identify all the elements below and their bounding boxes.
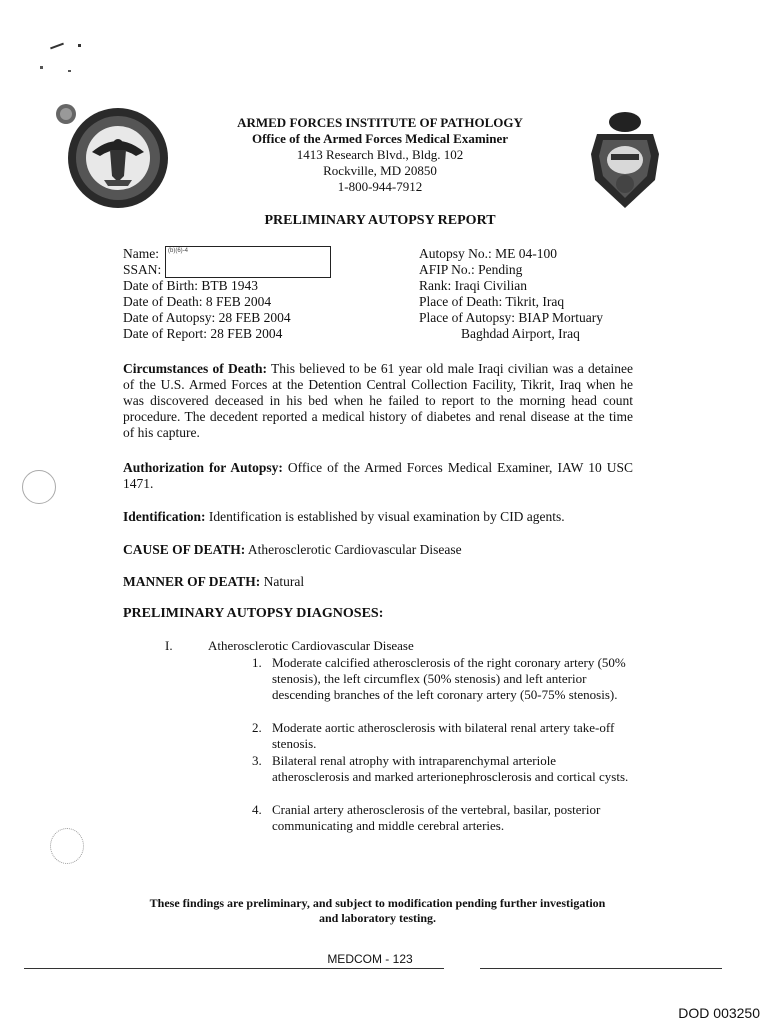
- date-of-birth: Date of Birth: BTB 1943: [123, 278, 258, 293]
- diagnosis-item-number: 1.: [252, 655, 262, 670]
- office-name: Office of the Armed Forces Medical Examiner: [251, 131, 509, 146]
- scan-mark: [68, 70, 71, 72]
- place-of-autopsy: Place of Autopsy: BIAP Mortuary: [419, 310, 603, 325]
- identification-text: Identification is established by visual examination by CID agents.: [205, 509, 565, 524]
- phone-number: 1-800-944-7912: [337, 179, 423, 194]
- date-of-report: Date of Report: 28 FEB 2004: [123, 326, 283, 341]
- institute-name: ARMED FORCES INSTITUTE OF PATHOLOGY: [237, 115, 523, 130]
- diagnosis-category: Atherosclerotic Cardiovascular Disease: [208, 638, 414, 653]
- preliminary-note-line-1: These findings are preliminary, and subject to modification pending further investigation: [149, 896, 606, 910]
- redaction-code: (b)(6)-4: [168, 248, 189, 254]
- diagnosis-item-text: Cranial artery atherosclerosis of the vertebral, basilar, posterior communicating and middle cerebral arteries.: [272, 802, 601, 834]
- dod-seal-logo: [52, 100, 172, 210]
- form-number: MEDCOM - 123: [327, 952, 413, 966]
- bates-number: DOD 003250: [678, 1005, 760, 1021]
- date-of-autopsy: Date of Autopsy: 28 FEB 2004: [123, 310, 291, 325]
- date-of-death: Date of Death: 8 FEB 2004: [123, 294, 272, 309]
- hole-punch-mark: [22, 470, 56, 504]
- place-of-autopsy-line-2: Baghdad Airport, Iraq: [461, 326, 580, 341]
- cause-of-death-text: Atherosclerotic Cardiovascular Disease: [245, 542, 462, 557]
- scan-mark: [50, 43, 64, 50]
- report-title: PRELIMINARY AUTOPSY REPORT: [264, 213, 496, 228]
- diagnosis-item-number: 4.: [252, 802, 262, 817]
- diagnosis-item-number: 3.: [252, 753, 262, 768]
- authorization-text: Office of the Armed Forces Medical Examiner, IAW 10 USC 1471.: [123, 460, 633, 491]
- diagnosis-item-number: 2.: [252, 720, 262, 735]
- identification-line: [123, 509, 565, 525]
- diagnosis-item-text: Moderate calcified atherosclerosis of the right coronary artery (50% stenosis), the left circumflex (50% stenosis) and left anterior descending branches of the left coronary artery (50-75% stenosis).: [272, 655, 626, 703]
- address-line-1: 1413 Research Blvd., Bldg. 102: [296, 147, 464, 162]
- identification-label: Identification:: [123, 509, 206, 524]
- diagnosis-item-text: Moderate aortic atherosclerosis with bilateral renal artery take-off stenosis.: [272, 720, 615, 752]
- diagnosis-item-text: Bilateral renal atrophy with intraparenchymal arteriole atherosclerosis and marked arterionephrosclerosis and cortical cysts.: [272, 753, 629, 785]
- ssan-label: SSAN:: [123, 262, 162, 277]
- footer-rule-right: [480, 968, 722, 969]
- redaction-box: [165, 246, 331, 278]
- diagnosis-roman-numeral: I.: [165, 638, 173, 653]
- afip-number: AFIP No.: Pending: [419, 262, 523, 277]
- name-label: Name:: [123, 246, 159, 261]
- authorization-label: Authorization for Autopsy:: [123, 460, 283, 475]
- place-of-death: Place of Death: Tikrit, Iraq: [419, 294, 565, 309]
- circumstances-paragraph: [123, 361, 633, 441]
- scan-mark: [40, 66, 43, 69]
- preliminary-note-line-2: and laboratory testing.: [319, 911, 436, 925]
- manner-of-death-label: MANNER OF DEATH:: [123, 574, 261, 589]
- cause-of-death-label: CAUSE OF DEATH:: [123, 542, 246, 557]
- hole-punch-mark: [50, 828, 84, 864]
- manner-of-death-text: Natural: [260, 574, 305, 589]
- address-line-2: Rockville, MD 20850: [323, 163, 437, 178]
- autopsy-number: Autopsy No.: ME 04-100: [419, 246, 557, 261]
- scan-mark: [78, 44, 81, 47]
- footer-rule-left: [24, 968, 444, 969]
- rank: Rank: Iraqi Civilian: [419, 278, 527, 293]
- cause-of-death-line: [123, 542, 462, 558]
- manner-of-death-line: [123, 574, 304, 590]
- circumstances-text: This believed to be 61 year old male Iraqi civilian was a detainee of the U.S. Armed Forces at the Detention Central Collection Facility, Tikrit, Iraq when he was discovered deceased in his bed when he failed to report to the morning head count procedure. The decedent reported a medical history of diabetes and renal disease at the time of his capture.: [123, 361, 633, 440]
- diagnoses-heading: PRELIMINARY AUTOPSY DIAGNOSES:: [123, 606, 384, 621]
- authorization-paragraph: [123, 460, 633, 492]
- circumstances-label: Circumstances of Death:: [123, 361, 267, 376]
